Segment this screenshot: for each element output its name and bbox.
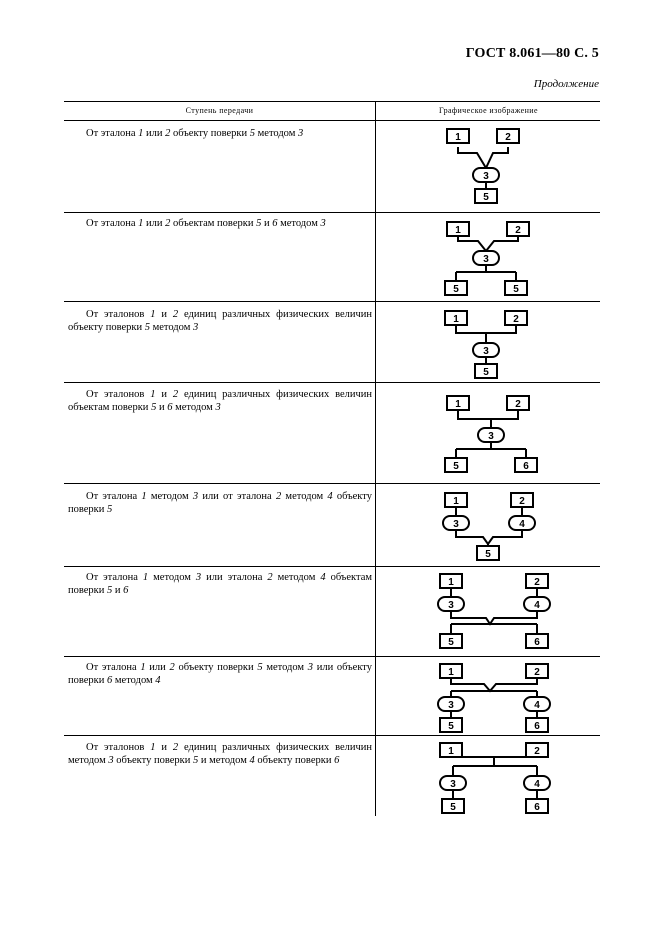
row-description-8: От эталонов 1 и 2 единиц различных физических величин методом 3 объекту поверки 5 и методом 4 объекту поверки 6 bbox=[68, 742, 373, 766]
svg-text:2: 2 bbox=[513, 314, 519, 325]
standard-2-box bbox=[526, 574, 548, 588]
svg-text:5: 5 bbox=[448, 637, 454, 648]
standard-1-box bbox=[440, 574, 462, 588]
object-5-box bbox=[440, 634, 462, 648]
svg-text:5: 5 bbox=[483, 367, 489, 378]
standard-2-box bbox=[505, 311, 527, 325]
transfer-diagram-6 bbox=[436, 573, 566, 655]
method-4-oval bbox=[524, 697, 550, 711]
connector-line bbox=[451, 588, 537, 634]
object-5-box bbox=[475, 189, 497, 203]
table-header-border bbox=[64, 120, 600, 121]
row-divider bbox=[64, 212, 600, 213]
method-3-oval bbox=[440, 776, 466, 790]
row-description-2: От эталона 1 или 2 объектам поверки 5 и 6 методом 3 bbox=[86, 218, 326, 229]
standard-1-box bbox=[440, 743, 462, 757]
svg-text:6: 6 bbox=[523, 461, 529, 472]
standard-2-box bbox=[507, 396, 529, 410]
svg-text:2: 2 bbox=[534, 746, 540, 757]
svg-text:4: 4 bbox=[534, 600, 540, 611]
transfer-diagram-2 bbox=[433, 221, 563, 303]
row-divider bbox=[64, 656, 600, 657]
transfer-diagram-1 bbox=[433, 126, 563, 208]
object-5-box bbox=[442, 799, 464, 813]
standard-1-box bbox=[445, 311, 467, 325]
object-5-box bbox=[475, 364, 497, 378]
svg-text:3: 3 bbox=[448, 700, 454, 711]
svg-text:1: 1 bbox=[455, 132, 461, 143]
page-header-title: ГОСТ 8.061—80 С. 5 bbox=[465, 46, 599, 61]
svg-text:5: 5 bbox=[453, 461, 459, 472]
svg-text:5: 5 bbox=[483, 192, 489, 203]
svg-text:3: 3 bbox=[483, 171, 489, 182]
connector-line bbox=[451, 678, 537, 718]
svg-text:5: 5 bbox=[513, 284, 519, 295]
svg-text:6: 6 bbox=[534, 637, 540, 648]
transfer-diagram-3 bbox=[431, 309, 561, 391]
column-header-stage: Ступень передачи bbox=[185, 106, 254, 115]
table-column-divider bbox=[375, 101, 376, 816]
row-description-5: От эталона 1 методом 3 или от эталона 2 методом 4 объекту поверки 5 bbox=[68, 491, 372, 515]
method-3-oval bbox=[478, 428, 504, 442]
svg-text:1: 1 bbox=[448, 667, 454, 678]
transfer-diagram-4 bbox=[433, 394, 563, 476]
svg-text:3: 3 bbox=[483, 346, 489, 357]
standard-1-box bbox=[440, 664, 462, 678]
svg-text:1: 1 bbox=[448, 746, 454, 757]
object-6-box bbox=[515, 458, 537, 472]
method-3-oval bbox=[438, 697, 464, 711]
method-3-oval bbox=[473, 251, 499, 265]
row-description-1: От эталона 1 или 2 объекту поверки 5 методом 3 bbox=[86, 128, 304, 139]
standard-1-box bbox=[447, 129, 469, 143]
method-3-oval bbox=[473, 343, 499, 357]
standard-2-box bbox=[526, 664, 548, 678]
method-3-oval bbox=[438, 597, 464, 611]
continuation-label: Продолжение bbox=[533, 78, 599, 90]
svg-text:3: 3 bbox=[488, 431, 494, 442]
svg-text:2: 2 bbox=[519, 496, 525, 507]
standard-2-box bbox=[507, 222, 529, 236]
svg-text:3: 3 bbox=[448, 600, 454, 611]
svg-text:1: 1 bbox=[453, 314, 459, 325]
standard-1-box bbox=[445, 493, 467, 507]
svg-text:4: 4 bbox=[534, 779, 540, 790]
svg-text:4: 4 bbox=[519, 519, 525, 530]
table-top-border bbox=[64, 101, 600, 102]
svg-text:3: 3 bbox=[450, 779, 456, 790]
method-4-oval bbox=[524, 776, 550, 790]
svg-text:1: 1 bbox=[448, 577, 454, 588]
object-5-box bbox=[440, 718, 462, 732]
method-3-oval bbox=[443, 516, 469, 530]
svg-text:6: 6 bbox=[534, 721, 540, 732]
transfer-diagram-8 bbox=[436, 741, 566, 823]
svg-text:6: 6 bbox=[534, 802, 540, 813]
transfer-diagram-7 bbox=[436, 663, 566, 745]
svg-text:2: 2 bbox=[515, 225, 521, 236]
svg-text:2: 2 bbox=[505, 132, 511, 143]
svg-text:5: 5 bbox=[485, 549, 491, 560]
object-5-box bbox=[445, 281, 467, 295]
svg-text:3: 3 bbox=[453, 519, 459, 530]
method-4-oval bbox=[524, 597, 550, 611]
svg-text:3: 3 bbox=[483, 254, 489, 265]
svg-text:1: 1 bbox=[453, 496, 459, 507]
transfer-diagram-5 bbox=[431, 490, 561, 572]
svg-text:1: 1 bbox=[455, 225, 461, 236]
standard-2-box bbox=[511, 493, 533, 507]
standard-1-box bbox=[447, 396, 469, 410]
standard-2-box bbox=[497, 129, 519, 143]
object-5-box bbox=[477, 546, 499, 560]
object-6-box bbox=[526, 634, 548, 648]
object-5-box bbox=[445, 458, 467, 472]
column-header-graphic: Графическое изображение bbox=[439, 106, 538, 115]
svg-text:2: 2 bbox=[515, 399, 521, 410]
row-description-6: От эталона 1 методом 3 или эталона 2 методом 4 объектам поверки 5 и 6 bbox=[68, 572, 372, 596]
object-6-box bbox=[526, 799, 548, 813]
svg-text:1: 1 bbox=[455, 399, 461, 410]
svg-text:4: 4 bbox=[534, 700, 540, 711]
object-6-box bbox=[505, 281, 527, 295]
svg-text:5: 5 bbox=[453, 284, 459, 295]
method-3-oval bbox=[473, 168, 499, 182]
row-divider bbox=[64, 483, 600, 484]
object-6-box bbox=[526, 718, 548, 732]
row-description-7: От эталона 1 или 2 объекту поверки 5 методом 3 или объекту поверки 6 методом 4 bbox=[68, 662, 373, 686]
row-description-3: От эталонов 1 и 2 единиц различных физических величин объекту поверки 5 методом 3 bbox=[68, 309, 373, 333]
standard-1-box bbox=[447, 222, 469, 236]
svg-text:5: 5 bbox=[448, 721, 454, 732]
standard-2-box bbox=[526, 743, 548, 757]
svg-text:5: 5 bbox=[450, 802, 456, 813]
svg-text:2: 2 bbox=[534, 667, 540, 678]
svg-text:2: 2 bbox=[534, 577, 540, 588]
row-description-4: От эталонов 1 и 2 единиц различных физических величин объектам поверки 5 и 6 методом 3 bbox=[68, 389, 373, 413]
method-4-oval bbox=[509, 516, 535, 530]
